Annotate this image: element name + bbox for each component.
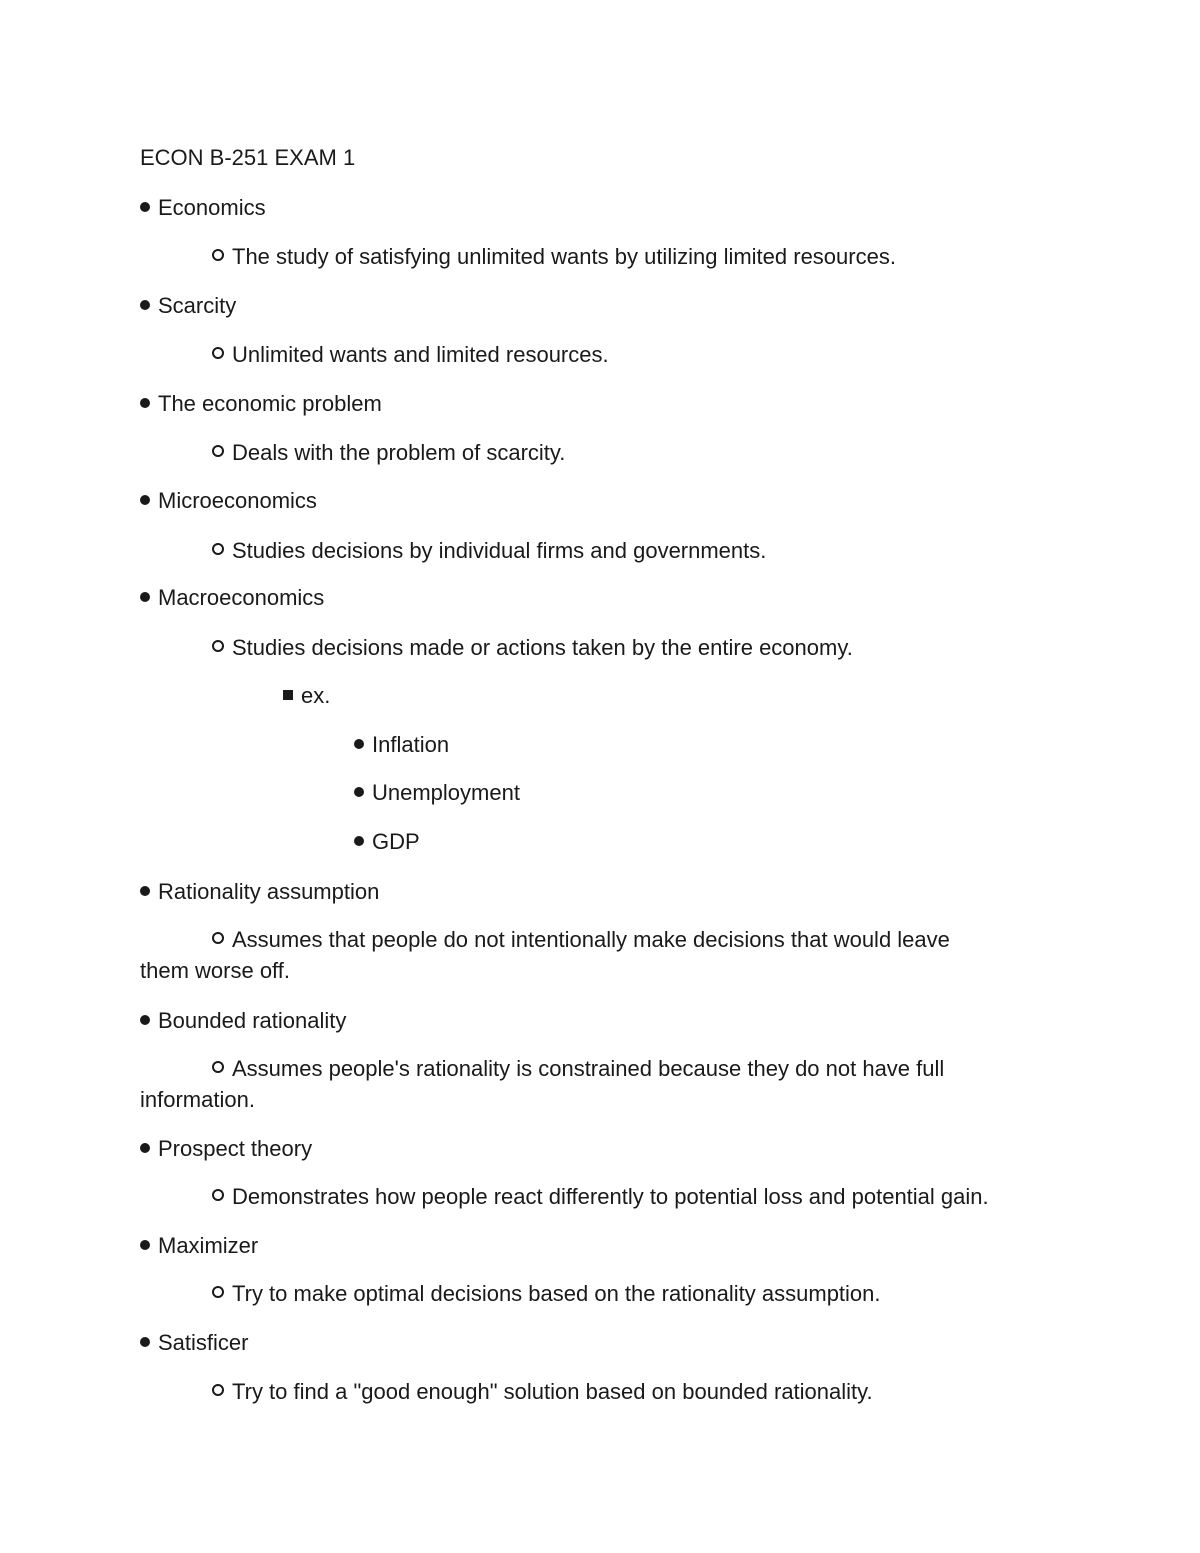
definition-text: The study of satisfying unlimited wants by utilizing limited resources. [232, 244, 896, 269]
filled-bullet-icon [140, 1337, 150, 1347]
filled-bullet-icon [140, 1240, 150, 1250]
definition-item [212, 1377, 873, 1407]
term-item [140, 1231, 258, 1261]
hollow-bullet-icon [212, 543, 224, 555]
term-item [140, 1006, 346, 1036]
filled-bullet-icon [140, 495, 150, 505]
filled-bullet-icon [140, 202, 150, 212]
term-label: Microeconomics [158, 488, 317, 513]
definition-text: Studies decisions made or actions taken by the entire economy. [232, 635, 853, 660]
hollow-bullet-icon [212, 1189, 224, 1201]
filled-bullet-icon [140, 1143, 150, 1153]
filled-bullet-icon [354, 739, 364, 749]
filled-bullet-icon [140, 592, 150, 602]
example-label: ex. [301, 683, 331, 708]
filled-bullet-icon [140, 398, 150, 408]
definition-continuation: them worse off. [140, 958, 290, 983]
term-label: Bounded rationality [158, 1008, 347, 1033]
term-item [140, 193, 266, 223]
filled-bullet-icon [140, 886, 150, 896]
definition-item [212, 1054, 944, 1084]
hollow-bullet-icon [212, 1384, 224, 1396]
hollow-bullet-icon [212, 249, 224, 261]
definition-continuation: information. [140, 1087, 255, 1112]
hollow-bullet-icon [212, 347, 224, 359]
example-text: GDP [372, 829, 420, 854]
term-item [140, 1328, 248, 1358]
term-label: Macroeconomics [158, 585, 325, 610]
definition-text: Unlimited wants and limited resources. [232, 342, 609, 367]
definition-text: Assumes that people do not intentionally make decisions that would leave [232, 927, 950, 952]
definition-item [212, 536, 766, 566]
filled-bullet-icon [140, 1015, 150, 1025]
filled-bullet-icon [354, 836, 364, 846]
hollow-bullet-icon [212, 1286, 224, 1298]
hollow-bullet-icon [212, 640, 224, 652]
term-label: Scarcity [158, 293, 237, 318]
definition-text: Studies decisions by individual firms and governments. [232, 538, 767, 563]
term-label: The economic problem [158, 391, 382, 416]
definition-text: Try to find a "good enough" solution based on bounded rationality. [232, 1379, 873, 1404]
example-text: Unemployment [372, 780, 520, 805]
term-label: Economics [158, 195, 266, 220]
example-item [354, 827, 420, 857]
definition-text: Try to make optimal decisions based on the rationality assumption. [232, 1281, 881, 1306]
definition-item [212, 925, 950, 955]
definition-item [212, 340, 609, 370]
definition-text: Deals with the problem of scarcity. [232, 440, 566, 465]
term-label: Rationality assumption [158, 879, 380, 904]
example-item [354, 778, 520, 808]
term-item [140, 291, 236, 321]
definition-text: Demonstrates how people react differently to potential loss and potential gain. [232, 1184, 989, 1209]
example-label-item [283, 681, 330, 711]
definition-text: Assumes people's rationality is constrained because they do not have full [232, 1056, 945, 1081]
term-label: Maximizer [158, 1233, 259, 1258]
hollow-bullet-icon [212, 445, 224, 457]
filled-bullet-icon [140, 300, 150, 310]
filled-bullet-icon [354, 787, 364, 797]
square-bullet-icon [283, 690, 293, 700]
term-item [140, 583, 324, 613]
definition-item [212, 1279, 881, 1309]
hollow-bullet-icon [212, 1061, 224, 1073]
term-label: Prospect theory [158, 1136, 313, 1161]
definition-item [212, 1182, 989, 1212]
term-label: Satisficer [158, 1330, 249, 1355]
example-text: Inflation [372, 732, 450, 757]
term-item [140, 389, 382, 419]
term-item [140, 877, 379, 907]
term-item [140, 486, 317, 516]
example-item [354, 730, 449, 760]
definition-item [212, 438, 565, 468]
document-title: ECON B-251 EXAM 1 [140, 145, 356, 170]
definition-item [212, 242, 896, 272]
hollow-bullet-icon [212, 932, 224, 944]
definition-item [212, 633, 853, 663]
term-item [140, 1134, 312, 1164]
